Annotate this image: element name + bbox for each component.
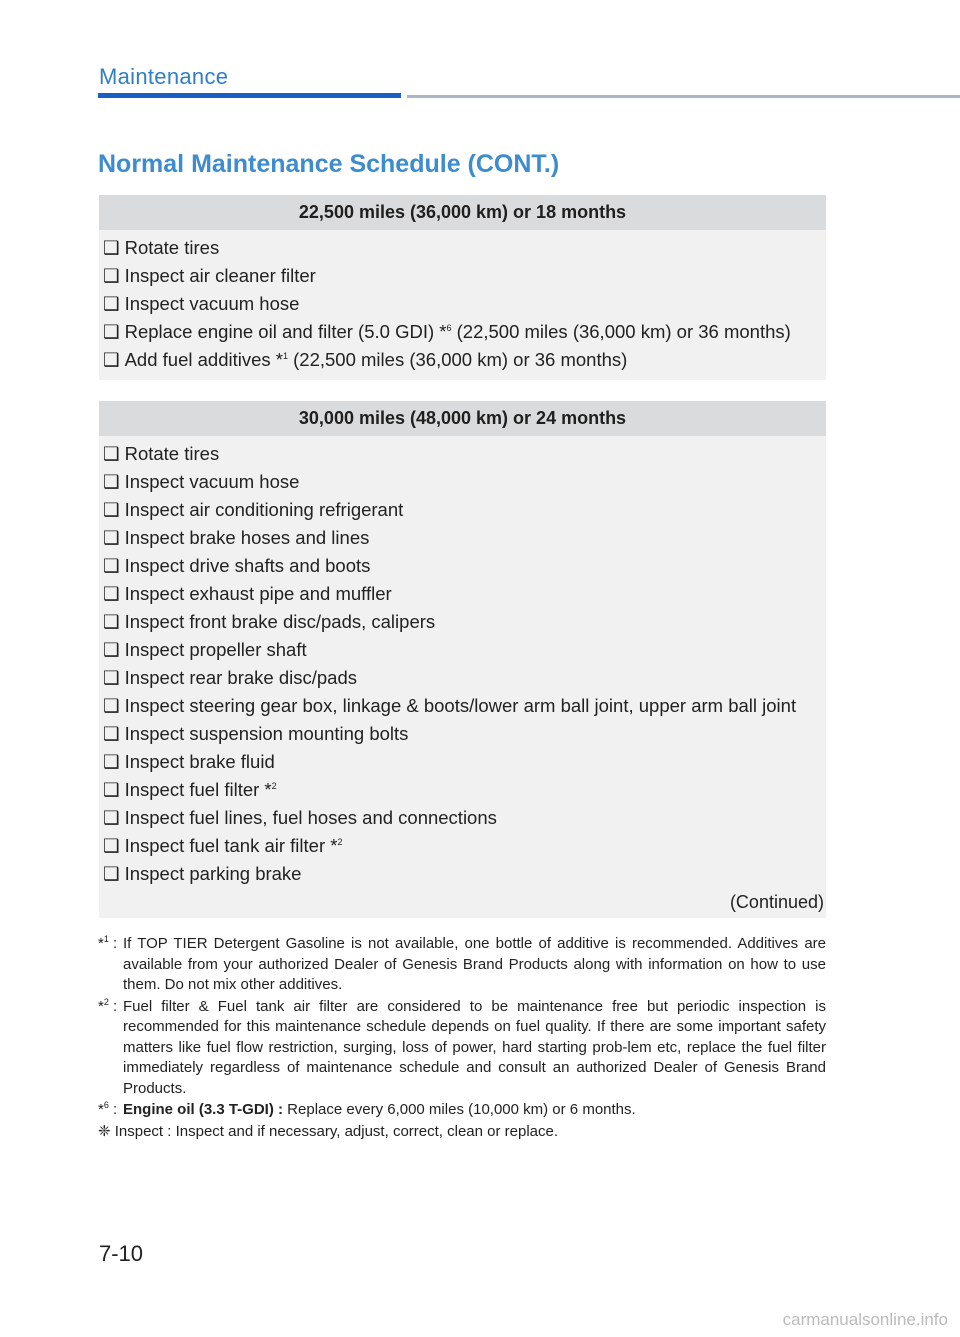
checklist-item-text: Rotate tires [124,443,220,464]
footnote [98,934,826,996]
checklist-item-text: Inspect brake fluid [124,751,275,772]
checklist-item-text: Inspect vacuum hose [124,471,300,492]
continued-label: (Continued) [729,892,824,912]
footnote-text [123,1100,826,1121]
checklist-item-interval: (22,500 miles (36,000 km) or 36 months) [288,349,628,370]
footnote-ref: 2 [337,836,343,847]
footnote-body: Fuel filter & Fuel tank air filter are considered to be maintenance free but periodic inspection is recommended for this maintenance schedule depends on fuel quality. If there are some important safety matters like fuel flow restriction, surging, loss of power, hard starting prob-lem etc, replace the fuel filter immediately regardless of maintenance schedule and consult an authorized Dealer of Genesis Brand Products. [123,997,826,1097]
checklist-item-text: Inspect exhaust pipe and muffler [124,583,392,604]
checklist-item-text: Inspect propeller shaft [124,639,307,660]
footnote-text [123,997,826,1100]
footnote-ref: 1 [282,350,288,361]
checklist-item-text: Inspect air cleaner filter [124,265,316,286]
checkbox-icon: ❑ [103,667,120,688]
footnote-body: If TOP TIER Detergent Gasoline is not available, one bottle of additive is recommended. Additives are available from your authorized Dealer of Genesis Brand Products along with information on how to use them. Do not mix other additives. [123,935,826,993]
footnote-ref: 6 [446,322,452,333]
checklist-item-interval: (22,500 miles (36,000 km) or 36 months) [451,321,791,342]
checkbox-icon: ❑ [103,555,120,576]
checklist-item [99,608,826,636]
checkbox-icon: ❑ [103,321,120,342]
checklist-item-text: Inspect brake hoses and lines [124,527,370,548]
checklist-item [99,832,826,860]
footnote-separator: : [108,997,118,1015]
checklist-item-text: Inspect steering gear box, linkage & boots/lower arm ball joint, upper arm ball joint [124,695,797,716]
checkbox-icon: ❑ [103,835,120,856]
inspect-note: ❈ Inspect : Inspect and if necessary, adjust, correct, clean or replace. [98,1122,559,1140]
schedule-block-body [99,436,826,918]
footnotes [98,934,826,1142]
checklist-item-text: Inspect fuel lines, fuel hoses and connections [124,807,497,828]
chapter-header: Maintenance [99,64,229,89]
checklist-item-text: Inspect fuel filter * [124,779,272,800]
checklist-item-text: Add fuel additives * [124,349,283,370]
checklist-item-text: Inspect drive shafts and boots [124,555,371,576]
footnote-number: 2 [103,996,109,1007]
checklist-item-text: Inspect suspension mounting bolts [124,723,409,744]
checkbox-icon: ❑ [103,349,120,370]
checkbox-icon: ❑ [103,583,120,604]
checklist-item [99,290,826,318]
checkbox-icon: ❑ [103,695,120,716]
checklist-item [99,440,826,468]
footnote-body: Replace every 6,000 miles (10,000 km) or 6 months. [283,1101,636,1118]
footnote-ref: 2 [271,780,277,791]
checkbox-icon: ❑ [103,639,120,660]
checklist-item [99,468,826,496]
footnote-separator: : [108,935,118,952]
checklist-item-text: Inspect fuel tank air filter * [124,835,338,856]
footnote [98,1100,826,1121]
checklist-item-text: Inspect parking brake [124,863,302,884]
checklist-item [99,692,826,720]
checkbox-icon: ❑ [103,443,120,464]
checklist-item [99,234,826,262]
footnote-text [123,934,826,996]
header-rule [407,95,960,98]
checkbox-icon: ❑ [103,723,120,744]
footnote-separator: : [108,1101,118,1118]
checklist-item [99,664,826,692]
checklist-item [99,720,826,748]
schedule-block-title: 30,000 miles (48,000 km) or 24 months [99,401,826,436]
checkbox-icon: ❑ [103,807,120,828]
footnote-asterisk: * [98,935,104,952]
checkbox-icon: ❑ [103,293,120,314]
footnote-mark [98,934,123,996]
checklist-item [99,262,826,290]
footnote-number: 1 [103,934,109,944]
checkbox-icon: ❑ [103,751,120,772]
checklist-item-text: Inspect air conditioning refrigerant [124,499,404,520]
checklist-item [99,776,826,804]
checklist-item [99,580,826,608]
footnote-asterisk: * [98,997,104,1015]
checklist-item-text: Rotate tires [124,237,220,258]
header-rule-accent [98,93,401,98]
checklist-item [99,552,826,580]
footnote [98,997,826,1100]
checkbox-icon: ❑ [103,863,120,884]
checklist-item [99,496,826,524]
schedule-block-title: 22,500 miles (36,000 km) or 18 months [99,195,826,230]
checkbox-icon: ❑ [103,499,120,520]
checkbox-icon: ❑ [103,527,120,548]
checkbox-icon: ❑ [103,265,120,286]
checklist-item [99,346,826,374]
checklist-item [99,636,826,664]
checkbox-icon: ❑ [103,779,120,800]
checklist-item-text: Inspect front brake disc/pads, calipers [124,611,436,632]
checkbox-icon: ❑ [103,611,120,632]
checklist-item [99,748,826,776]
checklist-item [99,524,826,552]
page-number: 7-10 [99,1241,144,1266]
checklist-item [99,804,826,832]
checklist-item [99,860,826,888]
checklist-item-text: Replace engine oil and filter (5.0 GDI) * [124,321,447,342]
footnote-mark [98,1100,123,1121]
section-title: Normal Maintenance Schedule (CONT.) [98,150,560,178]
schedule-block [99,401,826,918]
checklist-item-text: Inspect rear brake disc/pads [124,667,357,688]
watermark: carmanualsonline.info [782,1310,948,1329]
checklist-item-text: Inspect vacuum hose [124,293,300,314]
checklist-item [99,318,826,346]
schedule-block [99,195,826,380]
footnote-number: 6 [103,1100,109,1110]
footnote-asterisk: * [98,1101,104,1118]
footnote-mark [98,997,123,1100]
schedule-block-body [99,230,826,380]
checkbox-icon: ❑ [103,471,120,492]
checkbox-icon: ❑ [103,237,120,258]
footnote-bold-label: Engine oil (3.3 T-GDI) : [123,1101,284,1118]
